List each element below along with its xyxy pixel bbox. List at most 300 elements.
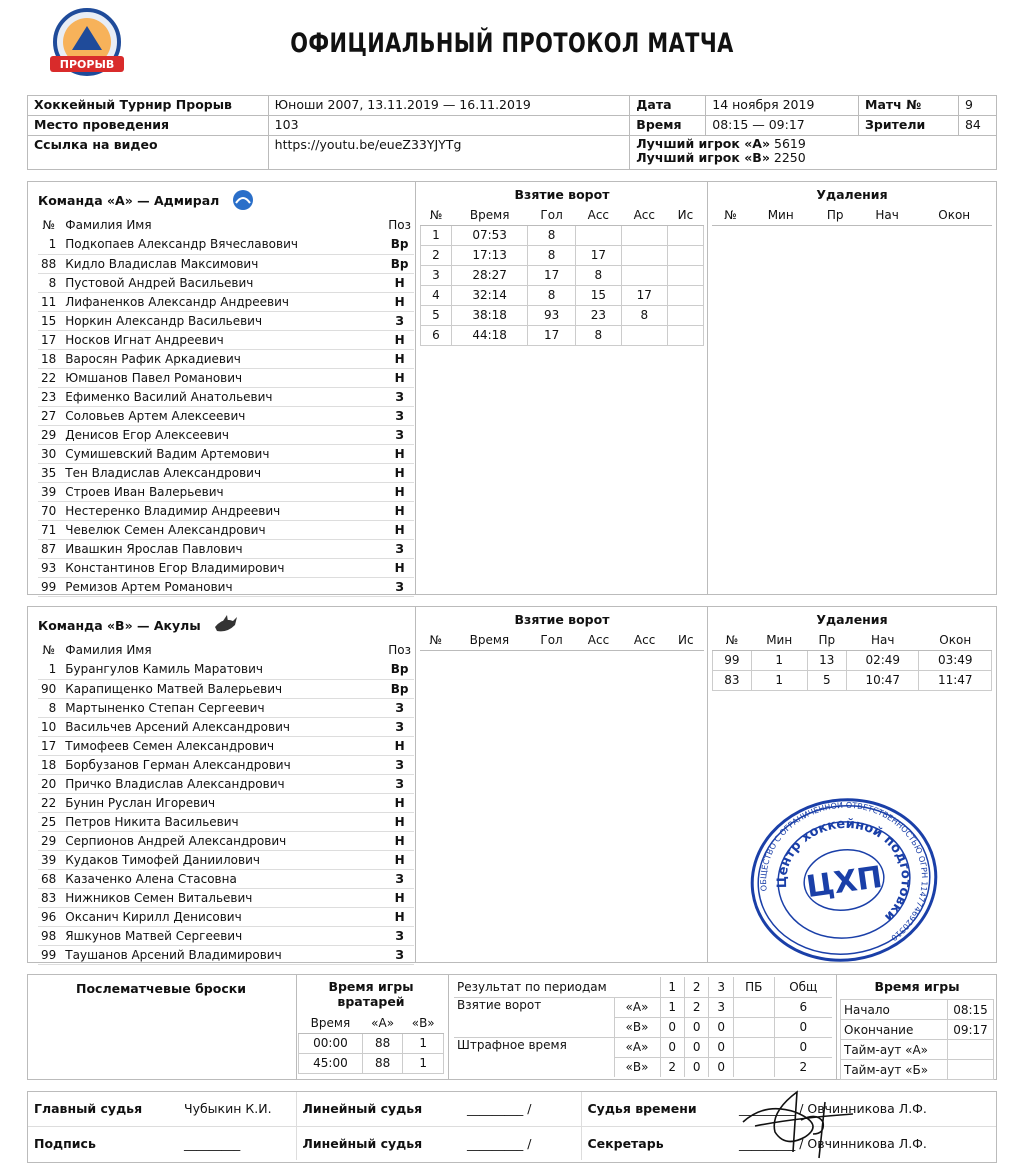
- player-row: [38, 660, 414, 679]
- team-a-roster: [38, 215, 414, 597]
- handwritten-signature: [735, 1082, 855, 1162]
- table-cell: [667, 305, 703, 325]
- player-position: З: [385, 425, 414, 444]
- player-number: 23: [38, 387, 62, 406]
- team-a-penalties-table: [712, 205, 992, 226]
- table-cell: 1: [421, 225, 452, 245]
- player-row: [38, 349, 414, 368]
- period-value: [733, 997, 774, 1017]
- logo-text: ПРОРЫВ: [59, 58, 115, 71]
- goal-row: [421, 245, 704, 265]
- roster-header-num: №: [42, 218, 55, 232]
- table-cell: [667, 285, 703, 305]
- best-b-label: Лучший игрок «В»: [636, 150, 770, 165]
- period-value: [733, 1057, 774, 1077]
- table-cell: 45:00: [299, 1053, 363, 1073]
- timeout-b-value: [948, 1060, 994, 1080]
- column-header: Окон: [919, 630, 992, 650]
- match-number-label: Матч №: [859, 96, 959, 116]
- stamp-center-text: ЦХП: [804, 859, 885, 906]
- player-number: 20: [38, 774, 62, 793]
- player-position: З: [385, 926, 414, 945]
- player-position: З: [385, 755, 414, 774]
- player-name: Бурангулов Камиль Маратович: [62, 660, 385, 679]
- player-name: Кудаков Тимофей Даниилович: [62, 850, 385, 869]
- player-number: 87: [38, 539, 62, 558]
- player-name: Нестеренко Владимир Андреевич: [62, 501, 385, 520]
- team-a-panel: [27, 181, 997, 595]
- venue-label: Место проведения: [28, 116, 269, 136]
- player-number: 8: [38, 273, 62, 292]
- table-cell: 3: [421, 265, 452, 285]
- video-link[interactable]: https://youtu.be/eueZ33YJYTg: [268, 136, 630, 170]
- video-label: Ссылка на видео: [28, 136, 269, 170]
- player-position: Н: [385, 558, 414, 577]
- table-cell: 17: [528, 265, 576, 285]
- team-b-penalties-title: Удаления: [816, 612, 888, 627]
- official-stamp: [748, 796, 940, 964]
- team-b-title: [38, 610, 414, 640]
- table-cell: [621, 245, 667, 265]
- goalie-row: [299, 1033, 444, 1053]
- player-number: 90: [38, 679, 62, 698]
- player-number: 22: [38, 793, 62, 812]
- spectators-label: Зрители: [859, 116, 959, 136]
- team-b-roster: [38, 640, 414, 965]
- period-value: 2: [684, 997, 708, 1017]
- table-cell: 23: [575, 305, 621, 325]
- column-header: №: [421, 205, 452, 225]
- period-column-header: ПБ: [733, 977, 774, 997]
- period-column-header: 1: [660, 977, 684, 997]
- periods-team-b: «В»: [614, 1017, 660, 1037]
- sign-value: _________: [178, 1126, 296, 1160]
- roster-header-pos: Поз: [388, 218, 411, 232]
- roster-header-name: Фамилия Имя: [65, 643, 152, 657]
- player-row: [38, 793, 414, 812]
- player-row: [38, 311, 414, 330]
- team-b-goals-table: [420, 630, 704, 651]
- table-cell: 99: [713, 650, 752, 670]
- player-name: Тимофеев Семен Александрович: [62, 736, 385, 755]
- column-header: Окон: [916, 205, 992, 225]
- period-value: 0: [684, 1037, 708, 1057]
- period-value: 0: [684, 1057, 708, 1077]
- time-value: 08:15 — 09:17: [706, 116, 859, 136]
- period-results-table: [454, 977, 832, 1077]
- best-b-value: 2250: [773, 150, 806, 165]
- column-header: Гол: [528, 630, 576, 650]
- roster-header-name: Фамилия Имя: [65, 218, 152, 232]
- column-header: Гол: [528, 205, 576, 225]
- player-position: Н: [385, 736, 414, 755]
- player-name: Константинов Егор Владимирович: [62, 558, 385, 577]
- end-label: Окончание: [841, 1020, 948, 1040]
- periods-pen-label: Штрафное время: [454, 1037, 614, 1077]
- player-position: Н: [385, 888, 414, 907]
- column-header: №: [420, 630, 451, 650]
- player-name: Таушанов Арсений Владимирович: [62, 945, 385, 964]
- player-position: Н: [385, 501, 414, 520]
- player-position: Вр: [385, 679, 414, 698]
- page-title: ОФИЦИАЛЬНЫЙ ПРОТОКОЛ МАТЧА: [290, 28, 734, 59]
- player-row: [38, 850, 414, 869]
- periods-team-a: «А»: [614, 997, 660, 1017]
- shootout-title: Послематчевые броски: [75, 981, 246, 996]
- table-cell: [667, 225, 703, 245]
- player-row: [38, 425, 414, 444]
- player-number: 35: [38, 463, 62, 482]
- table-cell: [621, 225, 667, 245]
- referee-label: Главный судья: [34, 1101, 143, 1117]
- table-cell: [667, 325, 703, 345]
- table-cell: 8: [528, 285, 576, 305]
- player-number: 68: [38, 869, 62, 888]
- timeout-b-label: Тайм-аут «Б»: [841, 1060, 948, 1080]
- player-position: Вр: [385, 235, 414, 254]
- table-cell: 8: [621, 305, 667, 325]
- table-cell: 03:49: [919, 650, 992, 670]
- column-header: Асс: [575, 630, 621, 650]
- player-row: [38, 235, 414, 254]
- goalie-time-table: [298, 1013, 444, 1074]
- player-row: [38, 273, 414, 292]
- player-position: З: [385, 945, 414, 964]
- roster-header-num: №: [42, 643, 55, 657]
- column-header: Нач: [847, 630, 919, 650]
- period-column-header: 3: [709, 977, 733, 997]
- player-number: 25: [38, 812, 62, 831]
- player-position: Н: [385, 349, 414, 368]
- player-position: З: [385, 717, 414, 736]
- table-cell: [621, 265, 667, 285]
- player-name: Подкопаев Александр Вячеславович: [62, 235, 385, 254]
- player-name: Носков Игнат Андреевич: [62, 330, 385, 349]
- player-name: Васильчев Арсений Александрович: [62, 717, 385, 736]
- table-cell: 8: [528, 225, 576, 245]
- goalie-row: [299, 1053, 444, 1073]
- player-number: 10: [38, 717, 62, 736]
- player-position: Н: [385, 463, 414, 482]
- goal-row: [421, 325, 704, 345]
- player-row: [38, 831, 414, 850]
- period-value: 0: [709, 1057, 733, 1077]
- period-value: 2: [774, 1057, 832, 1077]
- table-cell: 1: [403, 1033, 444, 1053]
- period-value: 1: [660, 997, 684, 1017]
- table-cell: [575, 225, 621, 245]
- column-header: Ис: [667, 205, 703, 225]
- column-header: Ис: [668, 630, 704, 650]
- team-a-penalties-title: Удаления: [816, 187, 888, 202]
- column-header: Асс: [622, 630, 668, 650]
- table-cell: 13: [807, 650, 846, 670]
- table-cell: 88: [362, 1033, 403, 1053]
- player-name: Казаченко Алена Стасовна: [62, 869, 385, 888]
- table-cell: 10:47: [847, 670, 919, 690]
- stamp-ring-text: Центр хоккейной подготовки: [775, 816, 914, 925]
- player-position: Н: [385, 907, 414, 926]
- player-row: [38, 812, 414, 831]
- player-number: 1: [38, 660, 62, 679]
- player-row: [38, 888, 414, 907]
- player-number: 71: [38, 520, 62, 539]
- player-row: [38, 444, 414, 463]
- best-a-value: 5619: [774, 136, 806, 151]
- tournament-label: Хоккейный Турнир Прорыв: [28, 96, 269, 116]
- player-name: Кидло Владислав Максимович: [62, 254, 385, 273]
- referee-value: Чубыкин К.И.: [178, 1092, 296, 1126]
- player-row: [38, 520, 414, 539]
- player-position: З: [385, 387, 414, 406]
- period-value: 0: [660, 1037, 684, 1057]
- table-cell: 5: [421, 305, 452, 325]
- periods-team-a: «А»: [614, 1037, 660, 1057]
- venue-value: 103: [268, 116, 630, 136]
- player-row: [38, 945, 414, 964]
- team-b-goals-title: Взятие ворот: [514, 612, 610, 627]
- player-number: 22: [38, 368, 62, 387]
- player-row: [38, 774, 414, 793]
- best-players: [630, 136, 997, 170]
- team-a-logo-icon: [231, 188, 255, 212]
- period-column-header: Общ: [774, 977, 832, 997]
- player-position: Вр: [385, 254, 414, 273]
- table-cell: 17:13: [452, 245, 528, 265]
- player-name: Причко Владислав Александрович: [62, 774, 385, 793]
- table-cell: 15: [575, 285, 621, 305]
- column-header: Асс: [621, 205, 667, 225]
- player-name: Нижников Семен Витальевич: [62, 888, 385, 907]
- team-a-title: [38, 185, 414, 215]
- player-number: 88: [38, 254, 62, 273]
- player-row: [38, 292, 414, 311]
- team-a-goals-title: Взятие ворот: [514, 187, 610, 202]
- player-number: 18: [38, 755, 62, 774]
- team-a-name: Команда «А» — Адмирал: [38, 192, 220, 208]
- timekeeper-value: _________ / Овчинникова Л.Ф.: [739, 1101, 927, 1117]
- goal-row: [421, 265, 704, 285]
- player-name: Ефименко Василий Анатольевич: [62, 387, 385, 406]
- period-value: 0: [774, 1037, 832, 1057]
- summary-panel: [27, 974, 997, 1080]
- player-name: Денисов Егор Алексеевич: [62, 425, 385, 444]
- goal-row: [421, 285, 704, 305]
- player-position: Н: [385, 831, 414, 850]
- period-value: 0: [684, 1017, 708, 1037]
- player-number: 70: [38, 501, 62, 520]
- timeout-a-value: [948, 1040, 994, 1060]
- player-name: Мартыненко Степан Сергеевич: [62, 698, 385, 717]
- player-row: [38, 679, 414, 698]
- match-number-value: 9: [958, 96, 996, 116]
- penalty-row: [713, 650, 992, 670]
- date-value: 14 ноября 2019: [706, 96, 859, 116]
- goalie-time-title: Время игры вратарей: [328, 979, 414, 1009]
- table-cell: 02:49: [847, 650, 919, 670]
- best-a-label: Лучший игрок «А»: [636, 136, 771, 151]
- player-position: З: [385, 698, 414, 717]
- player-row: [38, 717, 414, 736]
- player-name: Лифаненков Александр Андреевич: [62, 292, 385, 311]
- player-position: Н: [385, 793, 414, 812]
- secretary-value: _________ / Овчинникова Л.Ф.: [739, 1135, 927, 1151]
- player-position: З: [385, 577, 414, 596]
- player-position: Н: [385, 368, 414, 387]
- table-cell: 17: [528, 325, 576, 345]
- player-number: 18: [38, 349, 62, 368]
- player-position: Н: [385, 520, 414, 539]
- player-name: Петров Никита Васильевич: [62, 812, 385, 831]
- player-name: Оксанич Кирилл Денисович: [62, 907, 385, 926]
- player-row: [38, 926, 414, 945]
- table-cell: 28:27: [452, 265, 528, 285]
- column-header: «В»: [403, 1013, 444, 1033]
- player-name: Чевелюк Семен Александрович: [62, 520, 385, 539]
- player-position: З: [385, 406, 414, 425]
- player-row: [38, 698, 414, 717]
- player-name: Карапищенко Матвей Валерьевич: [62, 679, 385, 698]
- player-number: 11: [38, 292, 62, 311]
- table-cell: 00:00: [299, 1033, 363, 1053]
- player-position: Н: [385, 482, 414, 501]
- sign-label: Подпись: [34, 1135, 96, 1151]
- table-cell: 88: [362, 1053, 403, 1073]
- periods-title: Результат по периодам: [454, 977, 660, 997]
- player-name: Ивашкин Ярослав Павлович: [62, 539, 385, 558]
- player-name: Тен Владислав Александрович: [62, 463, 385, 482]
- player-position: Вр: [385, 660, 414, 679]
- table-cell: 8: [575, 325, 621, 345]
- player-name: Сумишевский Вадим Артемович: [62, 444, 385, 463]
- player-position: З: [385, 774, 414, 793]
- player-number: 29: [38, 425, 62, 444]
- team-b-name: Команда «В» — Акулы: [38, 617, 201, 633]
- period-value: 0: [709, 1037, 733, 1057]
- table-cell: [667, 245, 703, 265]
- table-cell: 44:18: [452, 325, 528, 345]
- penalty-row: [713, 670, 992, 690]
- secretary-label: Секретарь: [587, 1135, 664, 1151]
- player-number: 96: [38, 907, 62, 926]
- timeout-a-label: Тайм-аут «А»: [841, 1040, 948, 1060]
- table-cell: 11:47: [919, 670, 992, 690]
- period-value: 0: [774, 1017, 832, 1037]
- period-value: 0: [660, 1017, 684, 1037]
- player-name: Ремизов Артем Романович: [62, 577, 385, 596]
- player-number: 1: [38, 235, 62, 254]
- player-number: 27: [38, 406, 62, 425]
- player-position: Н: [385, 330, 414, 349]
- time-label: Время: [630, 116, 706, 136]
- period-value: 2: [660, 1057, 684, 1077]
- player-number: 15: [38, 311, 62, 330]
- player-number: 30: [38, 444, 62, 463]
- timekeeper-label: Судья времени: [587, 1101, 697, 1117]
- player-name: Норкин Александр Васильевич: [62, 311, 385, 330]
- player-position: Н: [385, 812, 414, 831]
- table-cell: 4: [421, 285, 452, 305]
- tournament-value: Юноши 2007, 13.11.2019 — 16.11.2019: [268, 96, 630, 116]
- table-cell: 32:14: [452, 285, 528, 305]
- player-position: З: [385, 539, 414, 558]
- player-number: 93: [38, 558, 62, 577]
- table-cell: 17: [575, 245, 621, 265]
- player-name: Яшкунов Матвей Сергеевич: [62, 926, 385, 945]
- player-row: [38, 501, 414, 520]
- linesman2-label: Линейный судья: [302, 1135, 423, 1151]
- column-header: «А»: [362, 1013, 403, 1033]
- match-header: [27, 95, 997, 170]
- player-number: 29: [38, 831, 62, 850]
- table-cell: 2: [421, 245, 452, 265]
- period-value: 3: [709, 997, 733, 1017]
- game-time-title: Время игры: [874, 979, 960, 994]
- table-cell: 17: [621, 285, 667, 305]
- column-header: Время: [452, 205, 528, 225]
- linesman1-value: _________ /: [461, 1092, 581, 1126]
- player-row: [38, 254, 414, 273]
- player-name: Бунин Руслан Игоревич: [62, 793, 385, 812]
- player-number: 8: [38, 698, 62, 717]
- start-value: 08:15: [948, 1000, 994, 1020]
- player-name: Серпионов Андрей Александрович: [62, 831, 385, 850]
- roster-header-pos: Поз: [388, 643, 411, 657]
- column-header: Пр: [807, 630, 846, 650]
- column-header: №: [712, 205, 749, 225]
- table-cell: 1: [403, 1053, 444, 1073]
- player-number: 17: [38, 736, 62, 755]
- period-value: 6: [774, 997, 832, 1017]
- team-a-goals-table: [420, 205, 704, 346]
- player-row: [38, 869, 414, 888]
- team-b-shark-icon: [213, 613, 239, 637]
- period-column-header: 2: [684, 977, 708, 997]
- spectators-value: 84: [958, 116, 996, 136]
- player-row: [38, 539, 414, 558]
- stamp-outer-text: ОБЩЕСТВО С ОГРАНИЧЕННОЙ ОТВЕТСТВЕННОСТЬЮ ОГРН 1147746920310: [759, 800, 929, 943]
- player-name: Борбузанов Герман Александрович: [62, 755, 385, 774]
- linesman2-value: _________ /: [461, 1126, 581, 1160]
- periods-goals-label: Взятие ворот: [454, 997, 614, 1037]
- player-row: [38, 558, 414, 577]
- table-cell: 07:53: [452, 225, 528, 245]
- column-header: Время: [299, 1013, 363, 1033]
- period-value: [733, 1017, 774, 1037]
- start-label: Начало: [841, 1000, 948, 1020]
- player-row: [38, 406, 414, 425]
- table-cell: 8: [528, 245, 576, 265]
- player-name: Соловьев Артем Алексеевич: [62, 406, 385, 425]
- player-row: [38, 907, 414, 926]
- player-row: [38, 368, 414, 387]
- table-cell: 8: [575, 265, 621, 285]
- periods-team-b: «В»: [614, 1057, 660, 1077]
- period-value: 0: [709, 1017, 733, 1037]
- column-header: №: [713, 630, 752, 650]
- table-cell: 93: [528, 305, 576, 325]
- table-cell: 5: [807, 670, 846, 690]
- player-position: Н: [385, 850, 414, 869]
- column-header: Нач: [858, 205, 917, 225]
- player-position: Н: [385, 273, 414, 292]
- player-name: Варосян Рафик Аркадиевич: [62, 349, 385, 368]
- column-header: Асс: [575, 205, 621, 225]
- player-row: [38, 387, 414, 406]
- goal-row: [421, 305, 704, 325]
- table-cell: [667, 265, 703, 285]
- player-position: Н: [385, 444, 414, 463]
